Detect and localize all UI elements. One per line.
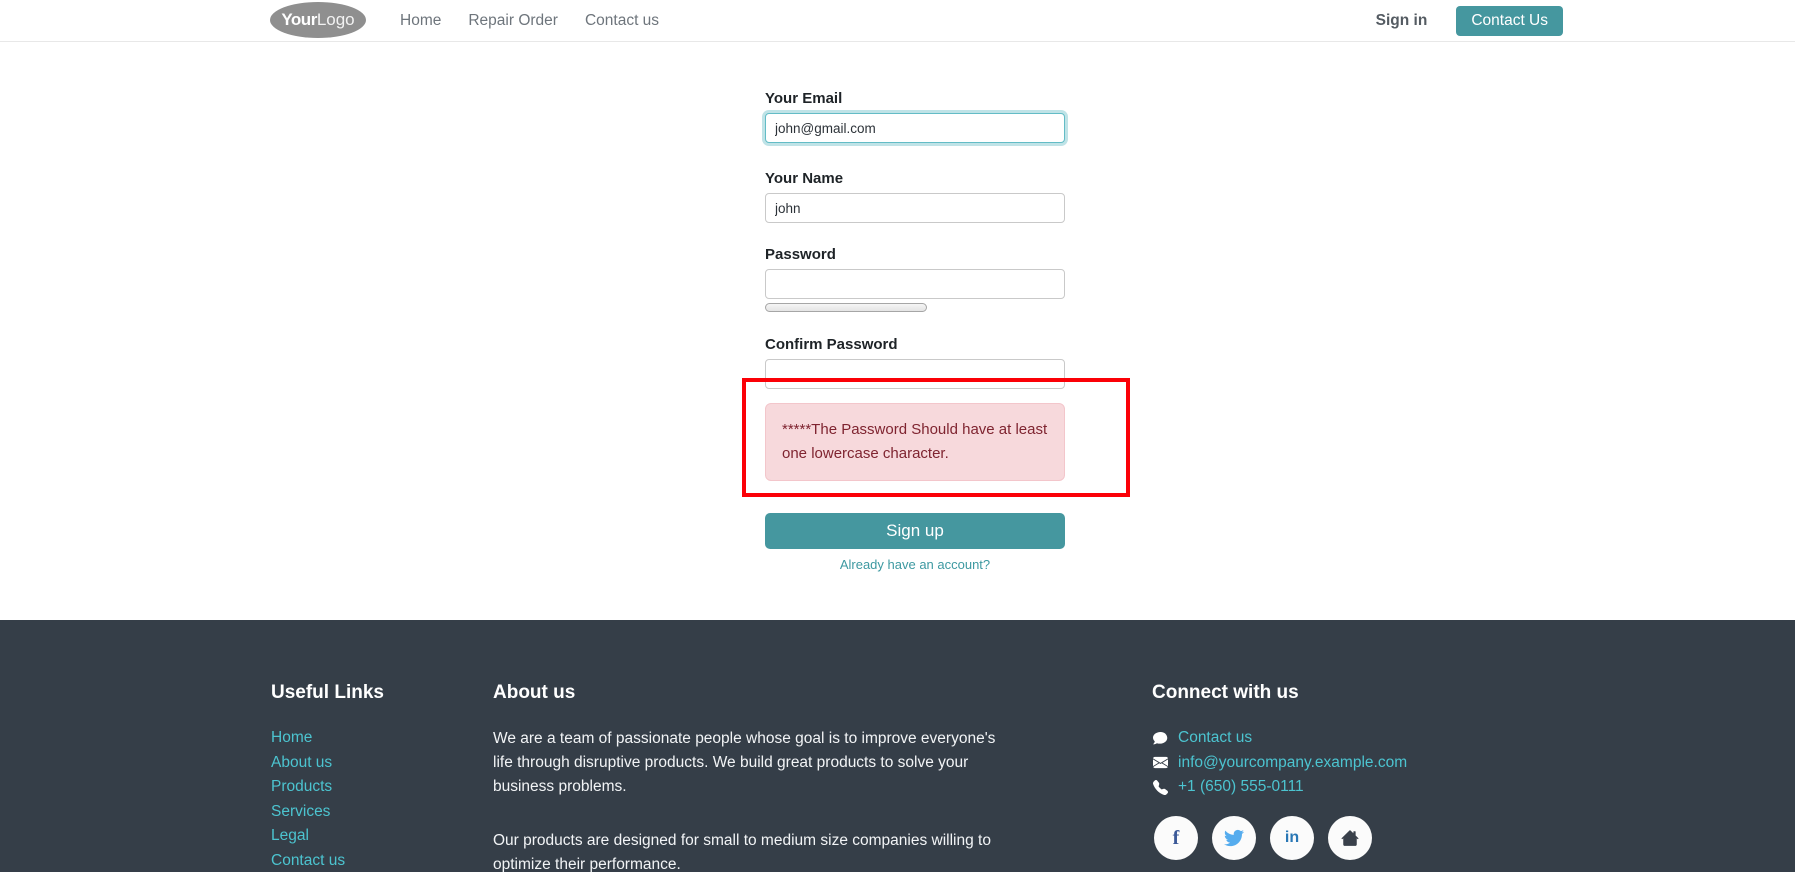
company-logo[interactable] (270, 2, 366, 38)
name-label: Your Name (765, 170, 844, 187)
footer-link-legal[interactable]: Legal (271, 827, 309, 844)
sign-in-link[interactable]: Sign in (1375, 11, 1428, 29)
about-paragraph-2: Our products are designed for small to medium size companies willing to optimize their performance. (493, 832, 991, 872)
chat-icon (1152, 730, 1168, 746)
facebook-icon[interactable]: f (1154, 816, 1198, 860)
footer-about (493, 680, 1015, 872)
nav-link-contact-us[interactable]: Contact us (584, 11, 660, 29)
list-item (271, 726, 384, 751)
list-item (271, 824, 384, 849)
list-item (1152, 751, 1407, 776)
signup-form (765, 89, 1065, 572)
password-input[interactable] (765, 269, 1065, 299)
main-nav (400, 12, 659, 30)
page-footer (0, 620, 1795, 872)
list-item (271, 775, 384, 800)
useful-links-list (271, 726, 384, 872)
footer-phone-link[interactable]: +1 (650) 555-0111 (1178, 778, 1304, 795)
connect-title: Connect with us (1152, 682, 1299, 703)
connect-list (1152, 726, 1407, 800)
list-item (271, 751, 384, 776)
list-item (271, 849, 384, 872)
top-navbar (0, 0, 1795, 42)
social-links-row (1154, 816, 1372, 860)
footer-link-products[interactable]: Products (271, 778, 333, 795)
footer-link-home[interactable]: Home (271, 729, 313, 746)
navbar-right-group (1376, 6, 1563, 36)
phone-icon (1152, 779, 1168, 795)
logo-text-light: Logo (316, 9, 355, 29)
envelope-icon (1152, 755, 1168, 771)
nav-link-repair-order[interactable]: Repair Order (468, 11, 558, 29)
about-paragraph-1: We are a team of passionate people whose goal is to improve everyone's life through disruptive products. We build great products to solve your business problems. (493, 730, 996, 795)
footer-email-link[interactable]: info@yourcompany.example.com (1178, 753, 1408, 771)
list-item (1152, 775, 1407, 800)
footer-useful-links (271, 680, 384, 872)
nav-link-home[interactable]: Home (400, 11, 442, 29)
password-label: Password (765, 246, 836, 263)
password-error-alert: *****The Password Should have at least one lowercase character. (765, 403, 1065, 481)
footer-link-contact-us[interactable]: Contact us (271, 851, 346, 869)
contact-us-button[interactable]: Contact Us (1456, 6, 1563, 36)
email-input[interactable] (765, 113, 1065, 143)
footer-connect (1152, 680, 1407, 800)
name-input[interactable] (765, 193, 1065, 223)
about-title: About us (493, 682, 576, 703)
already-have-account-link[interactable]: Already have an account? (839, 557, 991, 572)
sign-up-button[interactable]: Sign up (765, 513, 1065, 549)
useful-links-title: Useful Links (271, 682, 384, 703)
logo-text-bold: Your (281, 9, 317, 29)
confirm-password-input[interactable] (765, 359, 1065, 389)
linkedin-icon[interactable]: in (1270, 816, 1314, 860)
email-label: Your Email (765, 90, 843, 107)
footer-contact-us-link[interactable]: Contact us (1178, 729, 1253, 746)
footer-link-about-us[interactable]: About us (271, 753, 333, 771)
footer-link-services[interactable]: Services (271, 802, 331, 820)
confirm-password-label: Confirm Password (765, 336, 898, 353)
signup-main (0, 42, 1795, 620)
twitter-icon[interactable] (1212, 816, 1256, 860)
list-item (1152, 726, 1407, 751)
password-strength-meter (765, 303, 927, 312)
home-icon[interactable] (1328, 816, 1372, 860)
list-item (271, 800, 384, 825)
